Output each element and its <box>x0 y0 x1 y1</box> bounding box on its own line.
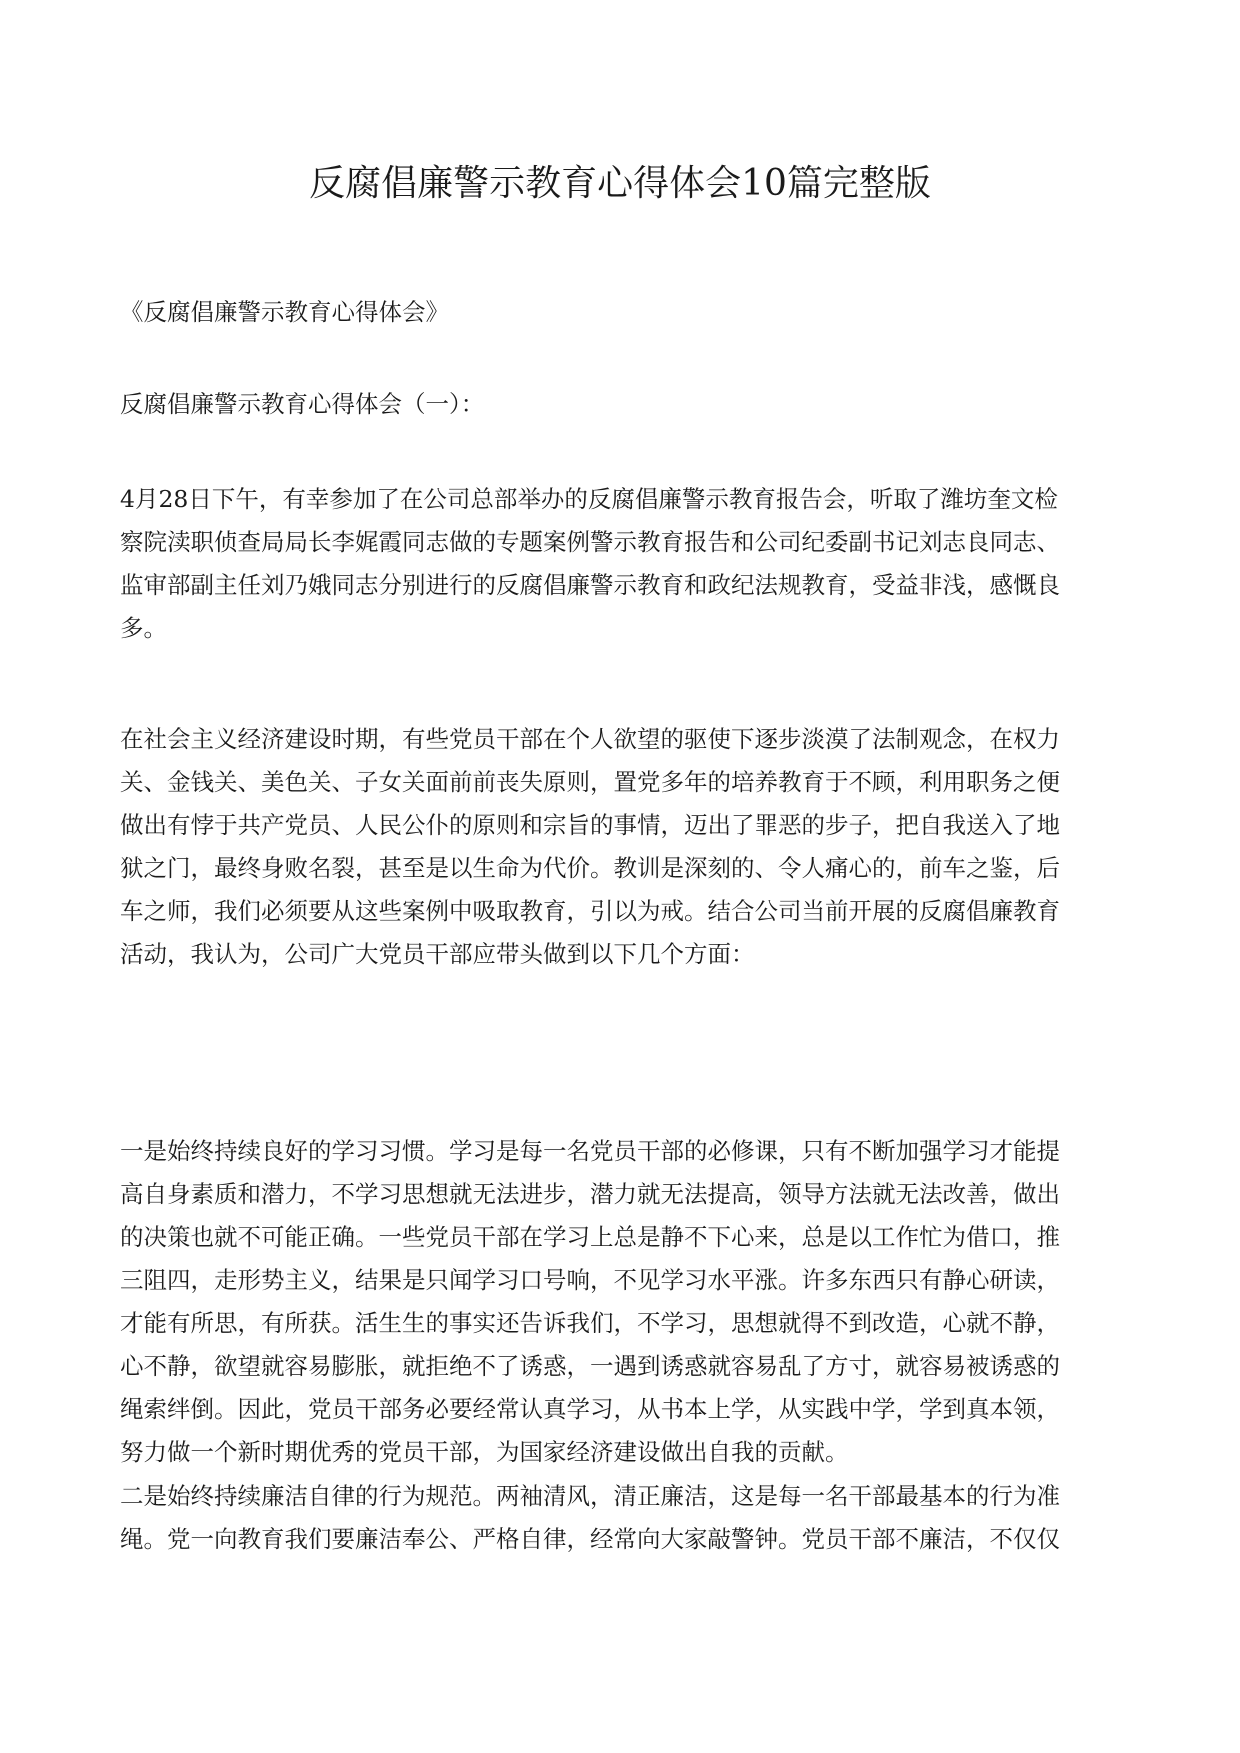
paragraph-2 <box>120 718 1130 976</box>
paragraph-line: 绳。党一向教育我们要廉洁奉公、严格自律，经常向大家敲警钟。党员干部不廉洁，不仅仅 <box>120 1525 1060 1553</box>
paragraph-line: 活动，我认为，公司广大党员干部应带头做到以下几个方面： <box>120 940 755 968</box>
paragraph-line: 才能有所思，有所获。活生生的事实还告诉我们，不学习，思想就得不到改造，心就不静， <box>120 1309 1060 1337</box>
paragraph-line: 努力做一个新时期优秀的党员干部，为国家经济建设做出自我的贡献。 <box>120 1438 849 1466</box>
document-title: 反腐倡廉警示教育心得体会10篇完整版 <box>309 163 931 204</box>
paragraph-1 <box>120 478 1130 650</box>
paragraph-line: 车之师，我们必须要从这些案例中吸取教育，引以为戒。结合公司当前开展的反腐倡廉教育 <box>120 897 1060 925</box>
paragraph-line: 察院渎职侦查局局长李娓霞同志做的专题案例警示教育报告和公司纪委副书记刘志良同志、 <box>120 528 1060 556</box>
paragraph-line: 二是始终持续廉洁自律的行为规范。两袖清风，清正廉洁，这是每一名干部最基本的行为准 <box>120 1482 1060 1510</box>
document-subtitle: 《反腐倡廉警示教育心得体会》 <box>120 298 449 326</box>
paragraph-3 <box>120 1130 1130 1474</box>
paragraph-line: 高自身素质和潜力，不学习思想就无法进步，潜力就无法提高，领导方法就无法改善，做出 <box>120 1180 1060 1208</box>
paragraph-4 <box>120 1475 1130 1561</box>
paragraph-line: 三阻四，走形势主义，结果是只闻学习口号响，不见学习水平涨。许多东西只有静心研读， <box>120 1266 1060 1294</box>
paragraph-line: 狱之门，最终身败名裂，甚至是以生命为代价。教训是深刻的、令人痛心的，前车之鉴，后 <box>120 854 1060 882</box>
paragraph-line: 4月28日下午，有幸参加了在公司总部举办的反腐倡廉警示教育报告会，听取了潍坊奎文检 <box>120 485 1058 513</box>
paragraph-line: 一是始终持续良好的学习习惯。学习是每一名党员干部的必修课，只有不断加强学习才能提 <box>120 1137 1060 1165</box>
paragraph-line: 做出有悖于共产党员、人民公仆的原则和宗旨的事情，迈出了罪恶的步子，把自我送入了地 <box>120 811 1060 839</box>
paragraph-line: 心不静，欲望就容易膨胀，就拒绝不了诱惑，一遇到诱惑就容易乱了方寸，就容易被诱惑的 <box>120 1352 1060 1380</box>
paragraph-line: 绳索绊倒。因此，党员干部务必要经常认真学习，从书本上学，从实践中学，学到真本领， <box>120 1395 1060 1423</box>
paragraph-line: 关、金钱关、美色关、子女关面前前丧失原则，置党多年的培养教育于不顾，利用职务之便 <box>120 768 1060 796</box>
section-heading: 反腐倡廉警示教育心得体会（一）： <box>120 390 485 418</box>
paragraph-line: 在社会主义经济建设时期，有些党员干部在个人欲望的驱使下逐步淡漠了法制观念，在权力 <box>120 725 1060 753</box>
paragraph-line: 多。 <box>120 614 167 642</box>
paragraph-line: 的决策也就不可能正确。一些党员干部在学习上总是静不下心来，总是以工作忙为借口，推 <box>120 1223 1060 1251</box>
paragraph-line: 监审部副主任刘乃娥同志分别进行的反腐倡廉警示教育和政纪法规教育，受益非浅，感慨良 <box>120 571 1060 599</box>
